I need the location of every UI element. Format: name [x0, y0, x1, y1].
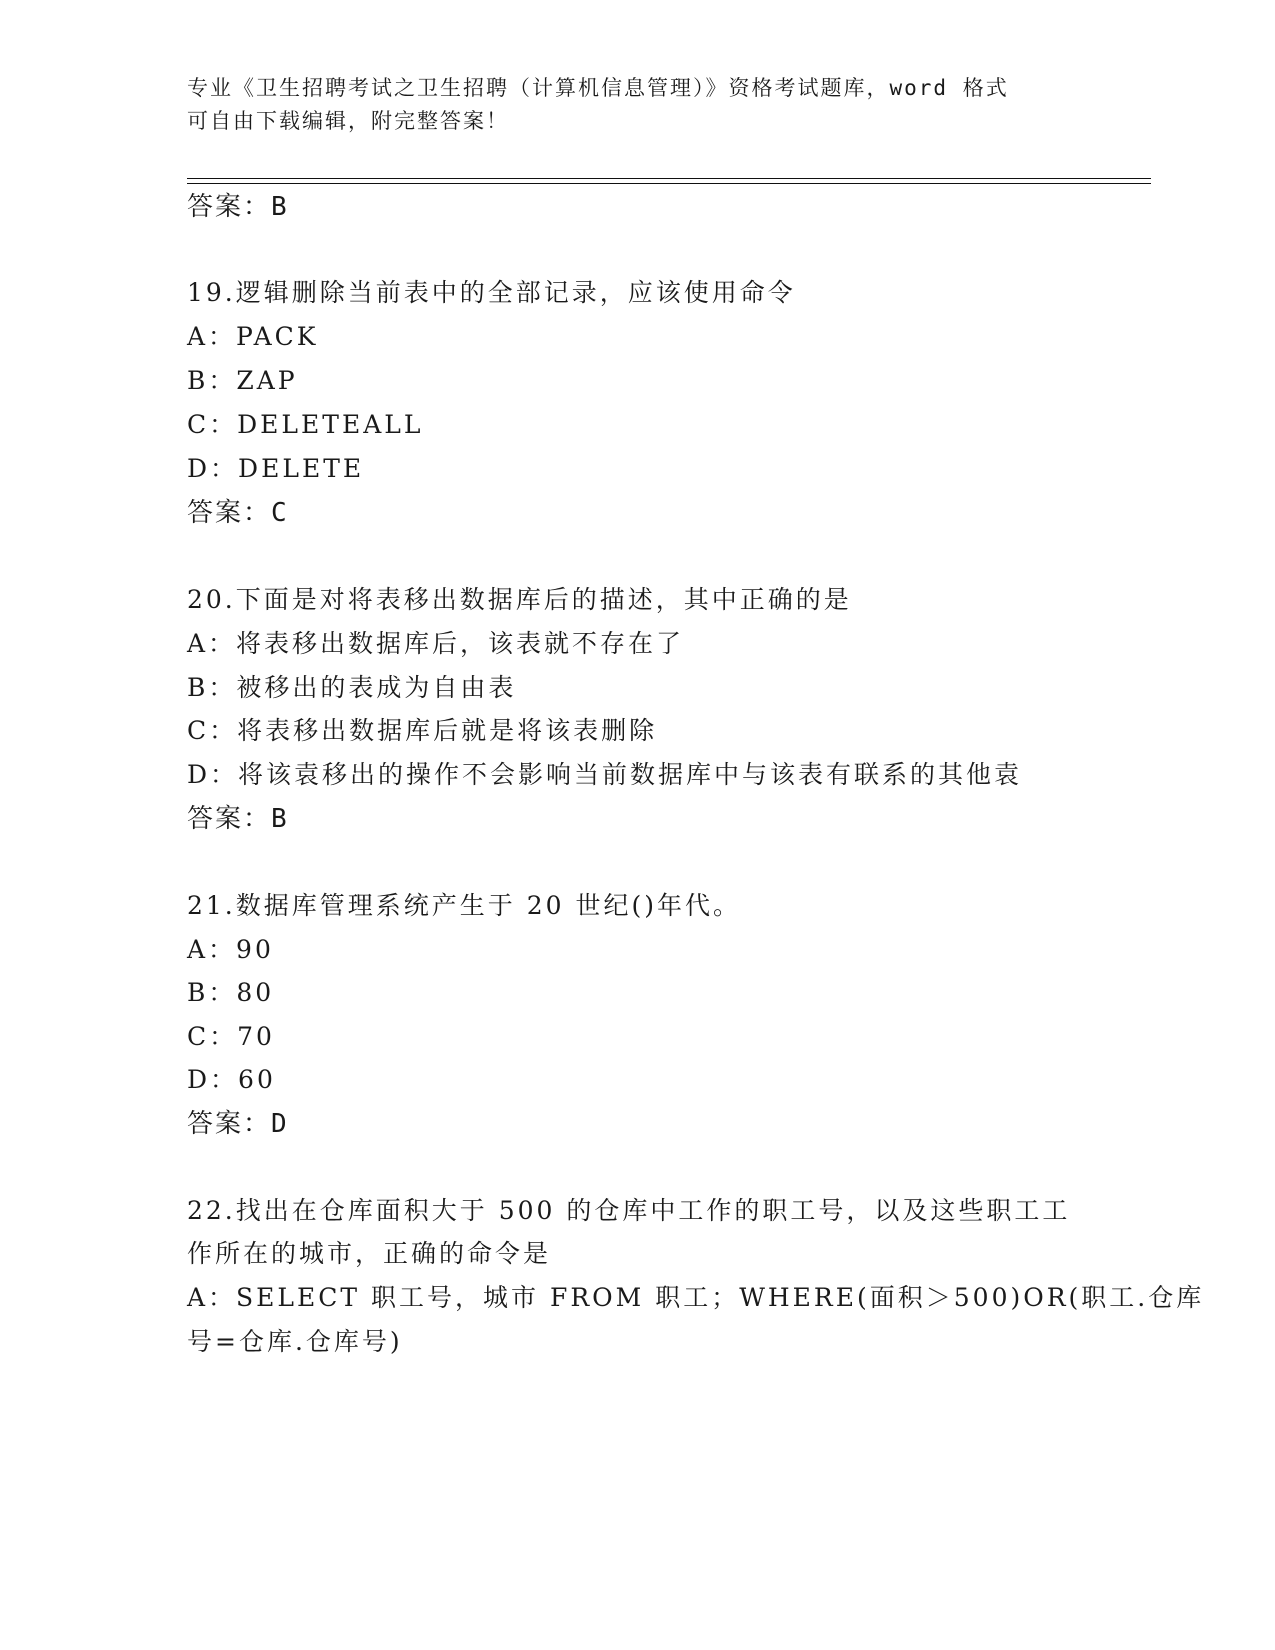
header-line-2: 可自由下载编辑，附完整答案！ — [187, 109, 509, 133]
question-21-option-c: C：70 — [187, 1022, 275, 1051]
answer-previous: 答案：B — [187, 192, 289, 222]
header-divider-bottom — [187, 183, 1151, 184]
question-20-answer: 答案：B — [187, 804, 289, 834]
question-22-option-a-line-2: 号=仓库.仓库号) — [187, 1327, 403, 1356]
question-19-option-c: C：DELETEALL — [187, 410, 424, 439]
question-19-option-b: B：ZAP — [187, 366, 298, 395]
question-22-stem-line-1: 22.找出在仓库面积大于 500 的仓库中工作的职工号，以及这些职工工 — [187, 1196, 1071, 1225]
header-line-1: 专业《卫生招聘考试之卫生招聘（计算机信息管理）》资格考试题库，word 格式 — [187, 76, 1009, 100]
question-19-answer: 答案：C — [187, 498, 289, 528]
question-19-option-d: D：DELETE — [187, 454, 365, 483]
document-header — [187, 72, 1067, 138]
question-21-option-d: D：60 — [187, 1065, 276, 1094]
question-19-stem: 19.逻辑删除当前表中的全部记录，应该使用命令 — [187, 278, 796, 307]
header-divider-top — [187, 178, 1151, 179]
question-21-option-b: B：80 — [187, 978, 275, 1007]
question-22-option-a-line-1: A：SELECT 职工号，城市 FROM 职工；WHERE(面积＞500)OR(职工.仓库 — [187, 1283, 1205, 1312]
question-20-option-a: A：将表移出数据库后，该表就不存在了 — [187, 629, 685, 658]
question-22-stem-line-2: 作所在的城市，正确的命令是 — [187, 1239, 552, 1268]
question-20-option-b: B：被移出的表成为自由表 — [187, 673, 517, 702]
question-20-option-d: D：将该袁移出的操作不会影响当前数据库中与该表有联系的其他袁 — [187, 760, 1023, 789]
question-21-answer: 答案：D — [187, 1109, 289, 1139]
question-20-option-c: C：将表移出数据库后就是将该表删除 — [187, 716, 658, 745]
question-21-option-a: A：90 — [187, 935, 274, 964]
question-21-stem: 21.数据库管理系统产生于 20 世纪()年代。 — [187, 891, 741, 920]
question-20-stem: 20.下面是对将表移出数据库后的描述，其中正确的是 — [187, 585, 852, 614]
question-19-option-a: A：PACK — [187, 322, 319, 351]
